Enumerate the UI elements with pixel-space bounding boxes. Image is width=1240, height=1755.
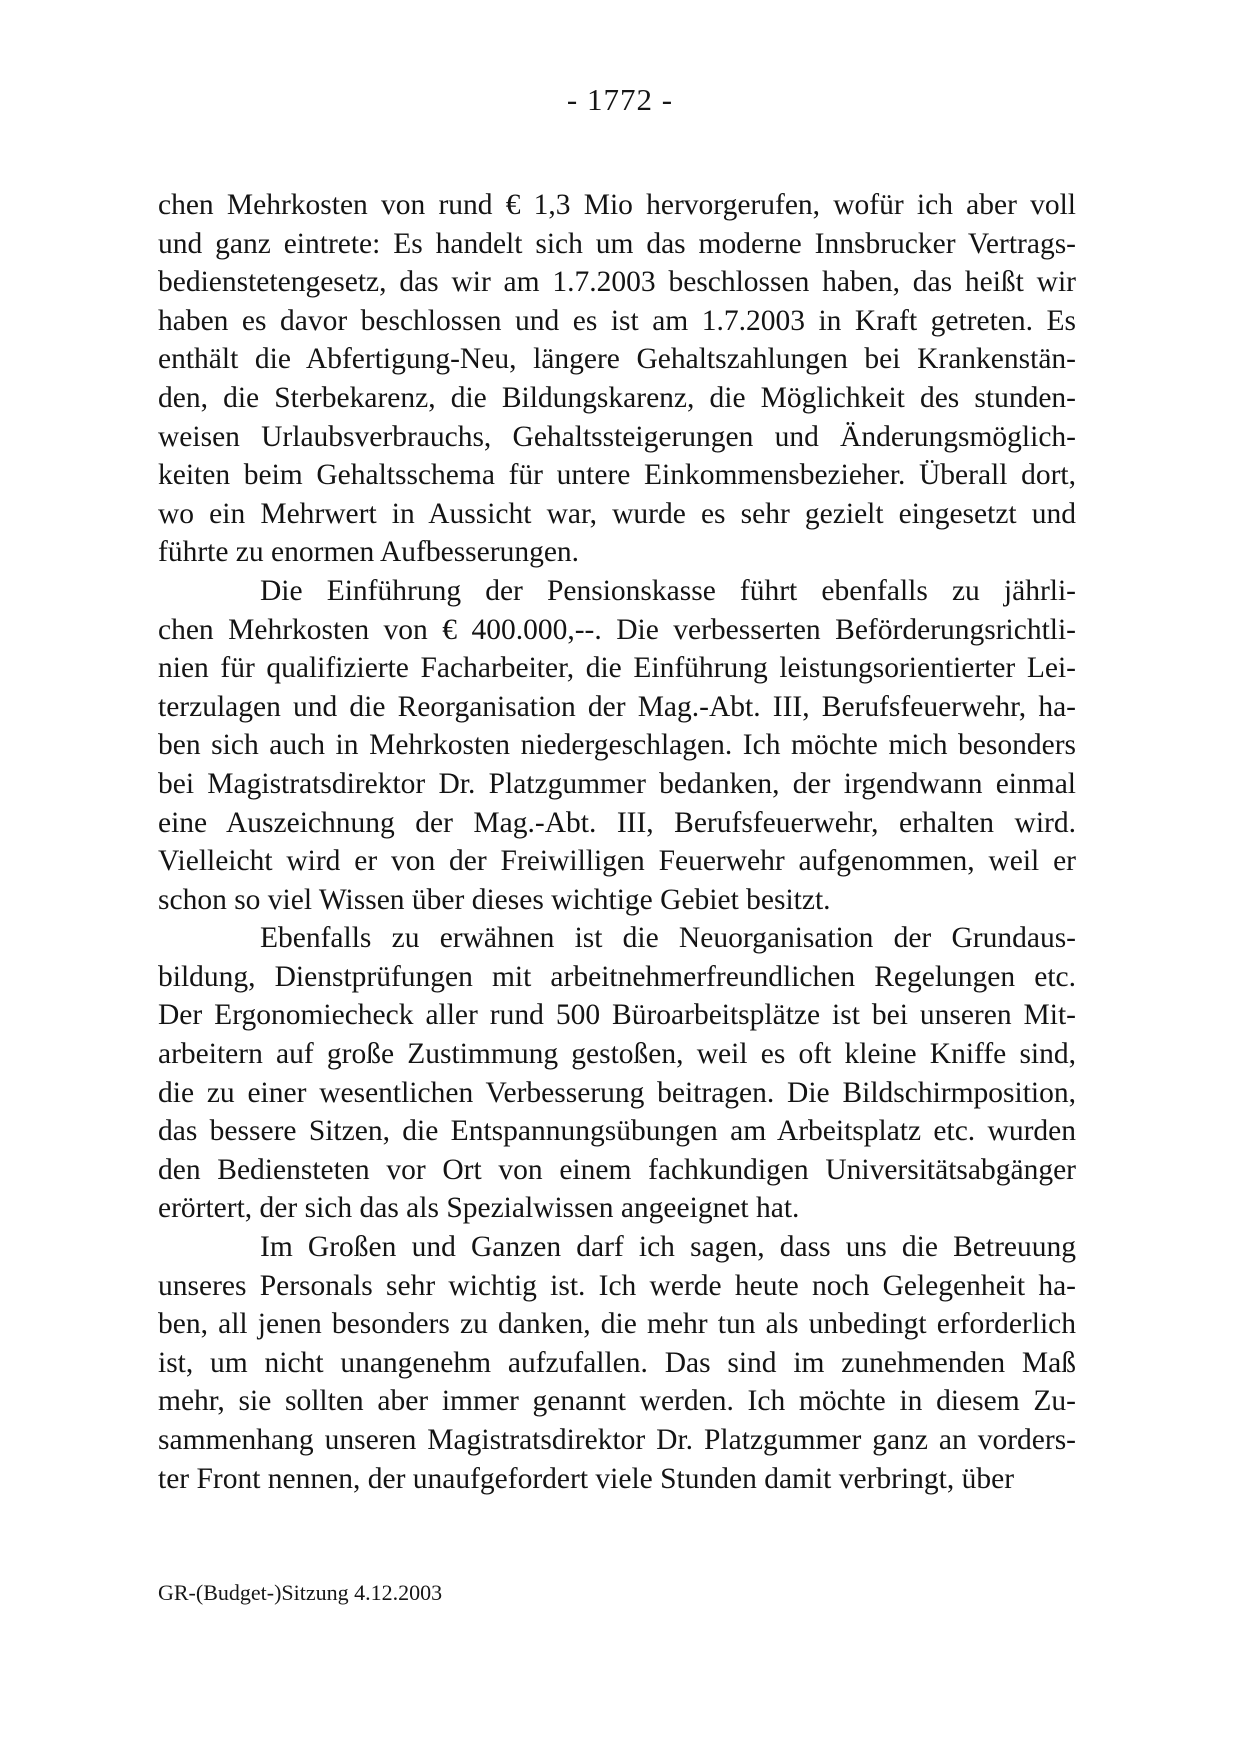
text-line: den, die Sterbekarenz, die Bildungskarenz, die Möglichkeit des stunden- bbox=[158, 381, 1076, 414]
text-line: ter Front nennen, der unaufgefordert viele Stunden damit verbringt, über bbox=[158, 1462, 1015, 1495]
text-line: bildung, Dienstprüfungen mit arbeitnehmerfreundlichen Regelungen etc. bbox=[158, 960, 1076, 993]
text-line: weisen Urlaubsverbrauchs, Gehaltssteigerungen und Änderungsmöglich- bbox=[158, 420, 1076, 453]
paragraph bbox=[158, 1228, 1076, 1498]
text-line: führte zu enormen Aufbesserungen. bbox=[158, 536, 580, 569]
text-line: erörtert, der sich das als Spezialwissen angeeignet hat. bbox=[158, 1192, 800, 1225]
page-number: - 1772 - bbox=[566, 82, 674, 117]
text-block bbox=[158, 186, 1076, 1498]
text-line: unseres Personals sehr wichtig ist. Ich werde heute noch Gelegenheit ha- bbox=[158, 1269, 1076, 1302]
text-line: chen Mehrkosten von € 400.000,--. Die verbesserten Beförderungsrichtli- bbox=[158, 613, 1076, 646]
text-line: eine Auszeichnung der Mag.-Abt. III, Berufsfeuerwehr, erhalten wird. bbox=[158, 806, 1076, 839]
text-line: ist, um nicht unangenehm aufzufallen. Das sind im zunehmenden Maß bbox=[158, 1346, 1076, 1379]
text-line: die zu einer wesentlichen Verbesserung beitragen. Die Bildschirmposition, bbox=[158, 1076, 1076, 1109]
paragraph bbox=[158, 186, 1076, 572]
text-line: haben es davor beschlossen und es ist am 1.7.2003 in Kraft getreten. Es bbox=[158, 304, 1076, 337]
text-line: enthält die Abfertigung-Neu, längere Gehaltszahlungen bei Krankenstän- bbox=[158, 343, 1076, 376]
text-line: nien für qualifizierte Facharbeiter, die Einführung leistungsorientierter Lei- bbox=[158, 652, 1076, 685]
text-line: mehr, sie sollten aber immer genannt werden. Ich möchte in diesem Zu- bbox=[158, 1385, 1076, 1418]
text-line: arbeitern auf große Zustimmung gestoßen, weil es oft kleine Kniffe sind, bbox=[158, 1038, 1076, 1071]
text-line: wo ein Mehrwert in Aussicht war, wurde es sehr gezielt eingesetzt und bbox=[158, 497, 1076, 530]
text-line: ben sich auch in Mehrkosten niedergeschlagen. Ich möchte mich besonders bbox=[158, 729, 1076, 762]
text-line: das bessere Sitzen, die Entspannungsübungen am Arbeitsplatz etc. wurden bbox=[158, 1115, 1076, 1148]
text-line: Vielleicht wird er von der Freiwilligen Feuerwehr aufgenommen, weil er bbox=[158, 845, 1076, 878]
text-line: chen Mehrkosten von rund € 1,3 Mio hervorgerufen, wofür ich aber voll bbox=[158, 189, 1076, 221]
text-line: bei Magistratsdirektor Dr. Platzgummer bedanken, der irgendwann einmal bbox=[158, 767, 1076, 800]
footer-session-label: GR-(Budget-)Sitzung 4.12.2003 bbox=[158, 1580, 443, 1605]
text-line: Der Ergonomiecheck aller rund 500 Büroarbeitsplätze ist bei unseren Mit- bbox=[158, 999, 1076, 1032]
text-line: keiten beim Gehaltsschema für untere Einkommensbezieher. Überall dort, bbox=[158, 459, 1076, 492]
text-line: Ebenfalls zu erwähnen ist die Neuorganisation der Grundaus- bbox=[260, 922, 1076, 955]
paragraph bbox=[158, 572, 1076, 919]
text-line: ben, all jenen besonders zu danken, die mehr tun als unbedingt erforderlich bbox=[158, 1308, 1076, 1341]
text-line: bedienstetengesetz, das wir am 1.7.2003 beschlossen haben, das heißt wir bbox=[158, 266, 1076, 299]
text-line: schon so viel Wissen über dieses wichtige Gebiet besitzt. bbox=[158, 883, 831, 916]
text-line: sammenhang unseren Magistratsdirektor Dr. Platzgummer ganz an vorders- bbox=[158, 1424, 1076, 1456]
text-line: Die Einführung der Pensionskasse führt ebenfalls zu jährli- bbox=[260, 574, 1076, 607]
text-line: den Bediensteten vor Ort von einem fachkundigen Universitätsabgänger bbox=[158, 1153, 1076, 1186]
text-line: und ganz eintrete: Es handelt sich um das moderne Innsbrucker Vertrags- bbox=[158, 227, 1076, 260]
paragraph bbox=[158, 919, 1076, 1228]
text-line: terzulagen und die Reorganisation der Mag.-Abt. III, Berufsfeuerwehr, ha- bbox=[158, 690, 1076, 723]
text-line: Im Großen und Ganzen darf ich sagen, dass uns die Betreuung bbox=[260, 1231, 1076, 1264]
